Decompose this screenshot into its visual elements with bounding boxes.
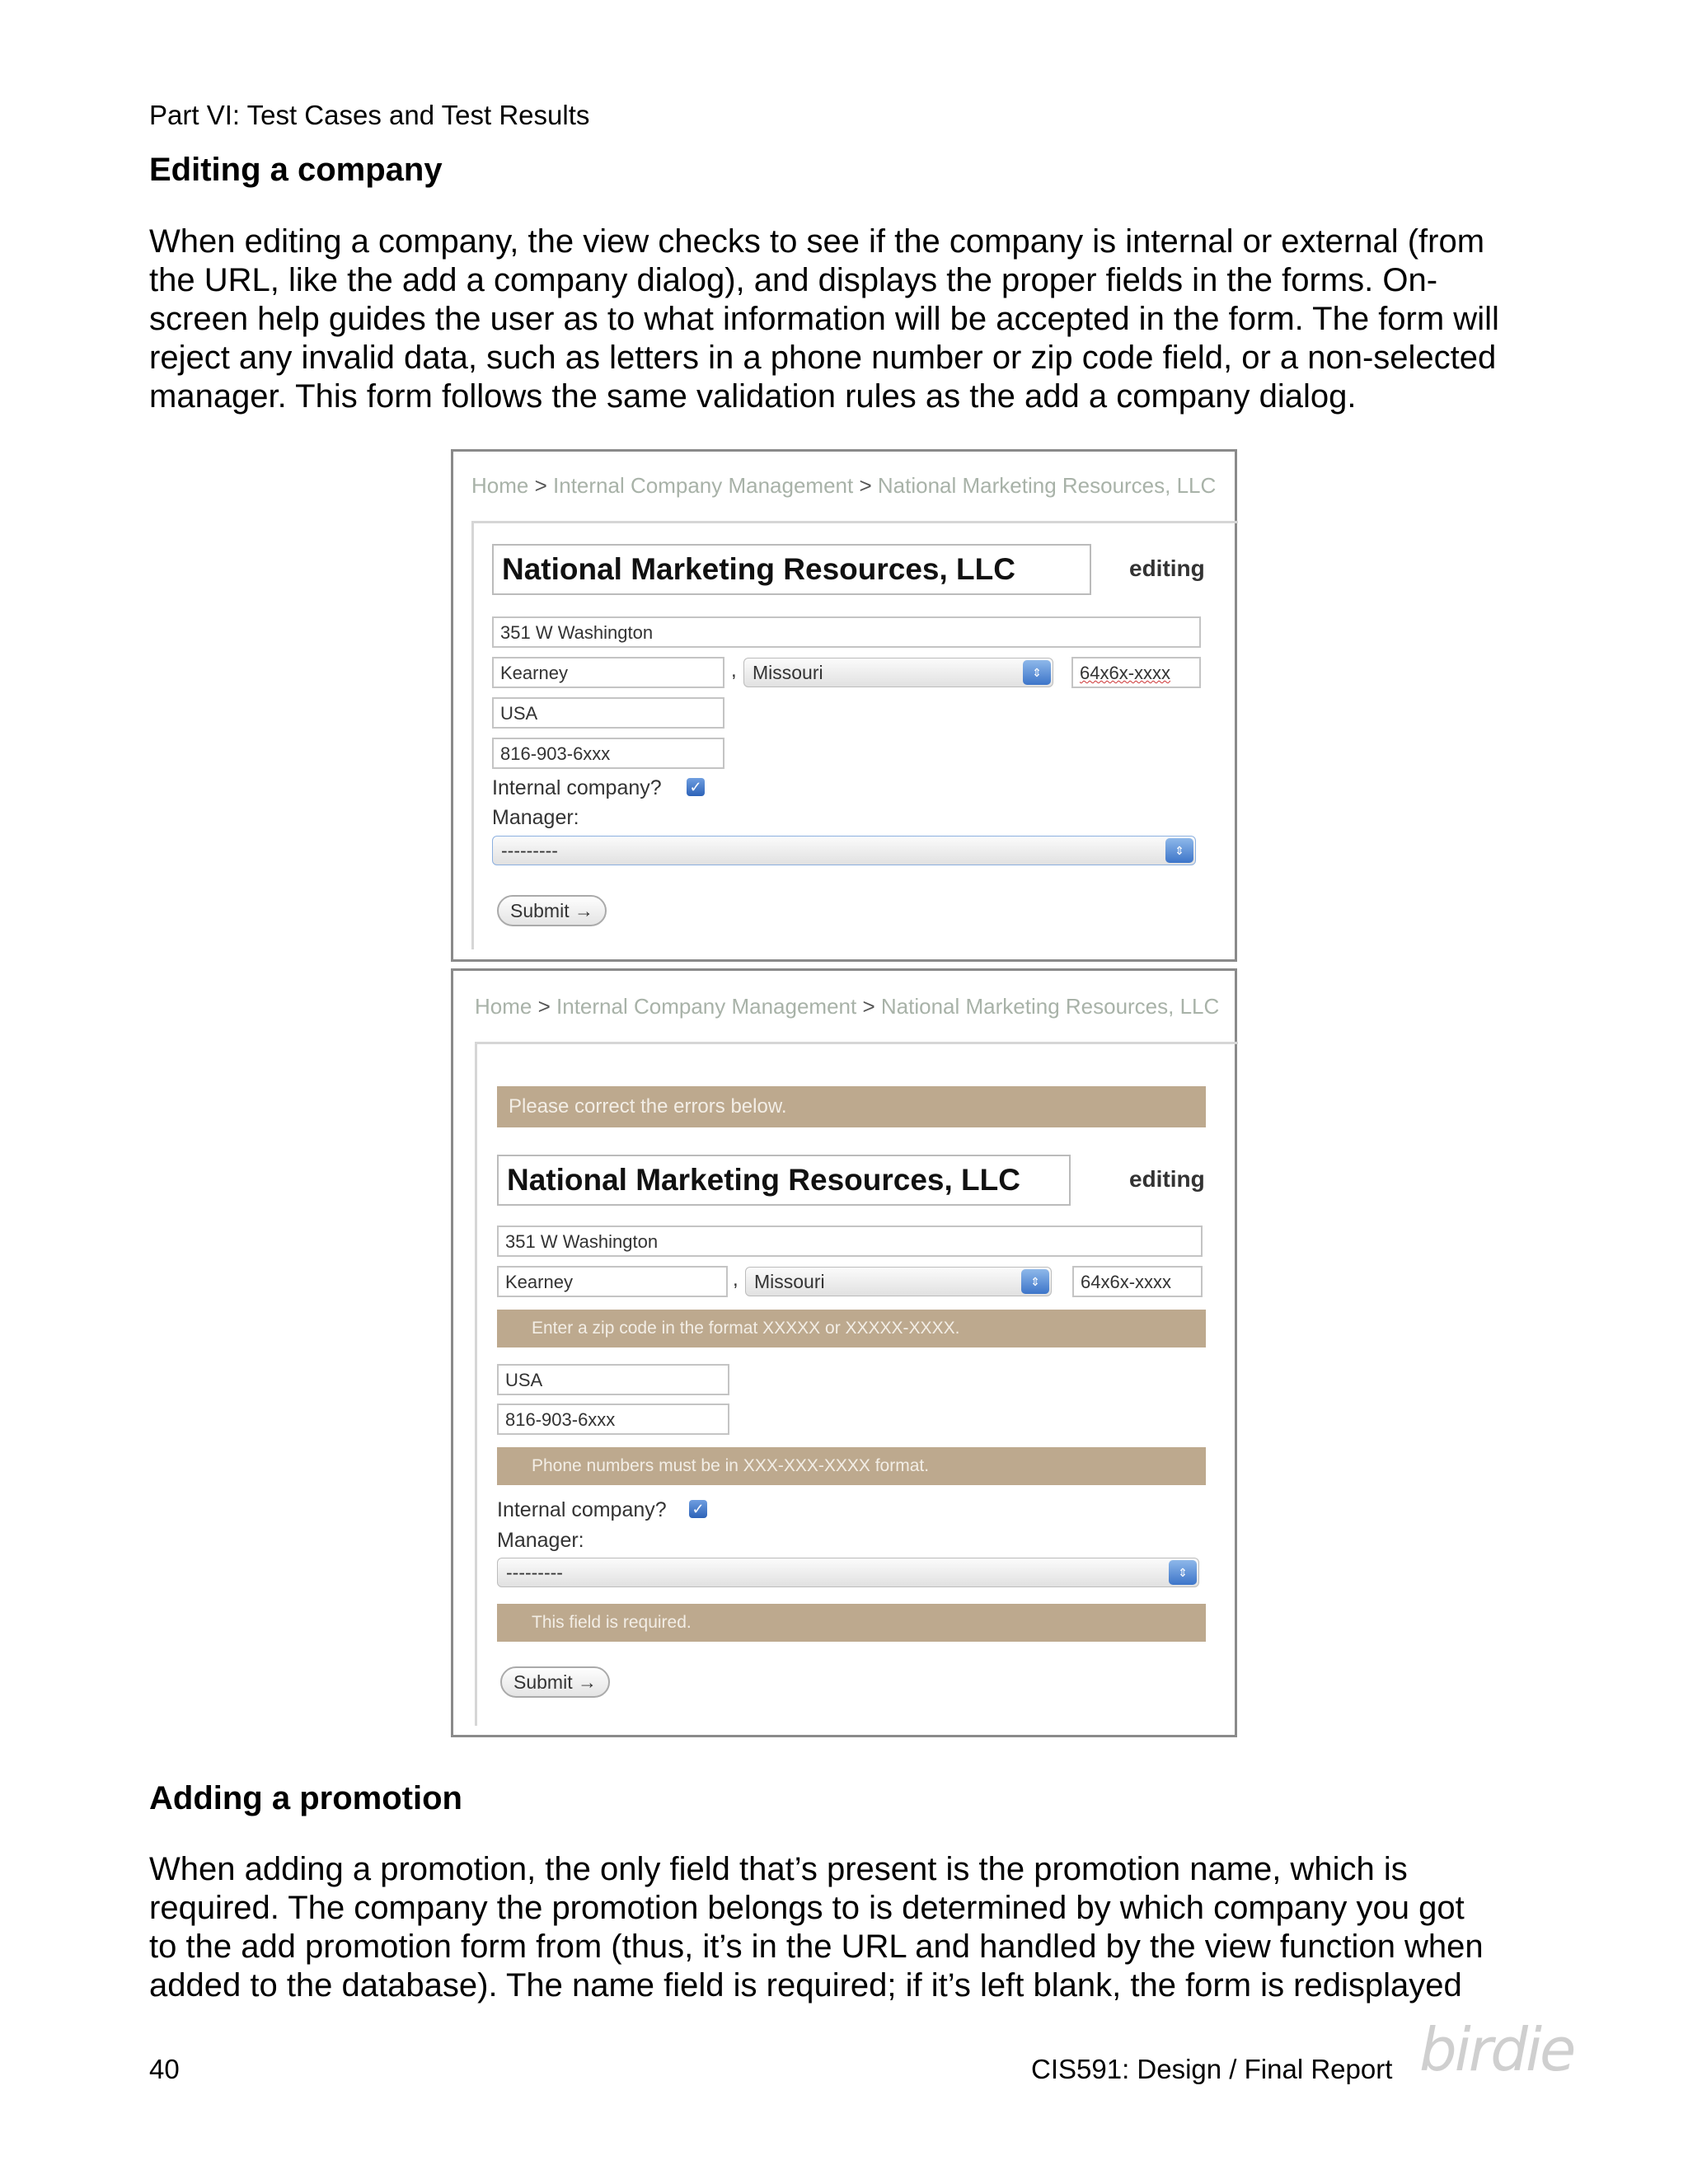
internal-company-label: Internal company? <box>497 1498 667 1521</box>
breadcrumb-separator: > <box>859 473 872 498</box>
section-header: Part VI: Test Cases and Test Results <box>149 100 590 130</box>
state-value: Missouri <box>753 662 823 683</box>
paragraph-line: added to the database). The name field is required; if it’s left blank, the form is redisplayed <box>149 1967 1462 2004</box>
state-select[interactable] <box>743 658 1053 687</box>
manager-value: --------- <box>501 840 558 861</box>
divider <box>471 521 474 949</box>
paragraph-line: manager. This form follows the same validation rules as the add a company dialog. <box>149 378 1357 415</box>
country-input[interactable]: USA <box>497 1364 729 1395</box>
divider <box>475 1042 1238 1044</box>
heading-adding-promotion: Adding a promotion <box>149 1780 462 1816</box>
paragraph-line: to the add promotion form from (thus, it’s in the URL and handled by the view function when <box>149 1929 1484 1965</box>
divider <box>471 521 1238 523</box>
breadcrumb-separator: > <box>537 994 551 1019</box>
error-banner: Please correct the errors below. <box>497 1086 1206 1127</box>
page-number: 40 <box>149 2054 180 2084</box>
manager-select[interactable] <box>492 836 1196 865</box>
breadcrumb-company[interactable]: National Marketing Resources, LLC <box>880 994 1220 1019</box>
paragraph-line: the URL, like the add a company dialog), and displays the proper fields in the forms. On- <box>149 262 1438 298</box>
select-arrows-icon: ⇕ <box>1169 1560 1197 1585</box>
breadcrumb-management[interactable]: Internal Company Management <box>553 473 854 498</box>
company-name-field[interactable]: National Marketing Resources, LLC <box>497 1155 1071 1206</box>
zip-input[interactable]: 64x6x-xxxx <box>1072 1266 1203 1297</box>
birdie-logo: birdie <box>1419 2015 1574 2084</box>
manager-label: Manager: <box>497 1529 584 1552</box>
paragraph-line: reject any invalid data, such as letters in a phone number or zip code field, or a non-selected <box>149 340 1497 376</box>
state-value: Missouri <box>754 1271 825 1292</box>
internal-company-label: Internal company? <box>492 776 662 799</box>
zip-value: 64x6x-xxxx <box>1080 663 1171 683</box>
breadcrumb-company[interactable]: National Marketing Resources, LLC <box>877 473 1217 498</box>
submit-button[interactable]: Submit → <box>497 895 607 926</box>
phone-input[interactable]: 816-903-6xxx <box>497 1404 729 1435</box>
paragraph-editing-company <box>149 223 1550 416</box>
heading-editing-company: Editing a company <box>149 152 443 188</box>
city-input[interactable]: Kearney <box>497 1266 728 1297</box>
phone-input[interactable] <box>492 738 724 769</box>
manager-select[interactable] <box>497 1558 1199 1587</box>
paragraph-line: When adding a promotion, the only field that’s present is the promotion name, which is <box>149 1851 1408 1887</box>
state-select[interactable] <box>745 1267 1052 1296</box>
breadcrumb-home[interactable]: Home <box>475 994 532 1019</box>
zip-error-message: Enter a zip code in the format XXXXX or XXXXX-XXXX. <box>497 1310 1206 1347</box>
select-arrows-icon: ⇕ <box>1023 660 1051 685</box>
breadcrumb-separator: > <box>534 473 547 498</box>
select-arrows-icon: ⇕ <box>1165 838 1193 863</box>
editing-label: editing <box>1129 1166 1205 1192</box>
address-input[interactable]: 351 W Washington <box>497 1226 1203 1257</box>
submit-button[interactable]: Submit → <box>500 1666 610 1698</box>
paragraph-line: screen help guides the user as to what information will be accepted in the form. The form will <box>149 301 1499 337</box>
country-input[interactable]: USA <box>492 697 724 729</box>
breadcrumb <box>475 994 1219 1019</box>
breadcrumb-management[interactable]: Internal Company Management <box>556 994 857 1019</box>
company-name-field[interactable]: National Marketing Resources, LLC <box>492 544 1091 595</box>
breadcrumb <box>471 473 1216 499</box>
address-input[interactable]: 351 W Washington <box>492 616 1201 648</box>
divider <box>475 1042 477 1726</box>
breadcrumb-separator: > <box>862 994 875 1019</box>
city-input[interactable]: Kearney <box>492 657 724 688</box>
breadcrumb-home[interactable]: Home <box>471 473 529 498</box>
report-title: CIS591: Design / Final Report <box>1031 2054 1393 2084</box>
paragraph-line: When editing a company, the view checks to see if the company is internal or external (from <box>149 223 1485 260</box>
manager-error-message: This field is required. <box>497 1604 1206 1642</box>
manager-value: --------- <box>506 1562 563 1583</box>
editing-label: editing <box>1129 555 1205 581</box>
internal-company-checkbox[interactable]: ✓ <box>689 1500 707 1518</box>
city-comma: , <box>733 1268 738 1291</box>
screenshot-edit-form-errors <box>451 968 1237 1737</box>
select-arrows-icon: ⇕ <box>1021 1269 1049 1294</box>
city-comma: , <box>731 659 737 682</box>
screenshot-edit-form <box>451 449 1237 962</box>
paragraph-adding-promotion <box>149 1850 1550 2005</box>
zip-input[interactable] <box>1071 657 1201 688</box>
phone-error-message: Phone numbers must be in XXX-XXX-XXXX format. <box>497 1447 1206 1485</box>
paragraph-line: required. The company the promotion belongs to is determined by which company you got <box>149 1890 1465 1926</box>
manager-label: Manager: <box>492 806 579 829</box>
internal-company-checkbox[interactable]: ✓ <box>687 778 705 796</box>
phone-value: 816-903-6xxx <box>500 743 611 764</box>
